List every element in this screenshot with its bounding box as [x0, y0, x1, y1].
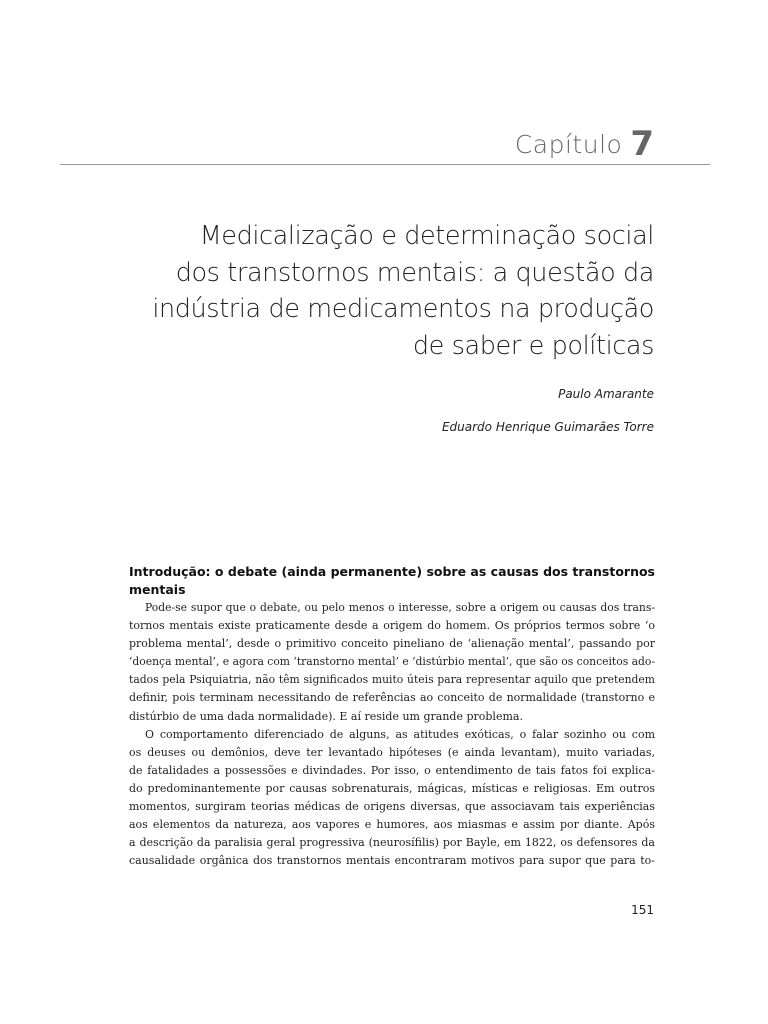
paragraph-line: ‘doença mental’, e agora com ‘transtorno mental’ e ‘distúrbio mental’, que são os conceitos ado-: [129, 655, 655, 669]
title-line: Medicalização e determinação social: [199, 221, 654, 251]
title-line: de saber e políticas: [412, 330, 654, 361]
paragraph-line: do predominantemente por causas sobrenaturais, mágicas, místicas e religiosas. Em outros: [129, 781, 655, 795]
chapter-number: 7: [630, 124, 654, 164]
page-number: 151: [631, 903, 654, 917]
title-line: dos transtornos mentais: a questão da: [175, 257, 654, 288]
paragraph-line: O comportamento diferenciado de alguns, as atitudes exóticas, o falar sozinho ou com: [145, 727, 655, 741]
chapter-word: Capítulo: [514, 130, 623, 159]
paragraph-line: tados pela Psiquiatria, não têm significados muito úteis para representar aquilo que pretendem: [129, 673, 655, 687]
paragraph-line: problema mental’, desde o primitivo conceito pineliano de ‘alienação mental’, passando por: [129, 637, 655, 651]
chapter-label: [515, 124, 654, 164]
chapter-title: [94, 218, 654, 364]
title-line: indústria de medicamentos na produção: [152, 294, 654, 324]
body-text: [129, 599, 655, 870]
paragraph-line: distúrbio de uma dada normalidade). E aí reside um grande problema.: [129, 709, 523, 723]
author-name: Eduardo Henrique Guimarães Torre: [441, 420, 654, 434]
paragraph-line: os deuses ou demônios, deve ter levantado hipóteses (e ainda levantam), muito variadas,: [129, 745, 655, 759]
paragraph-line: causalidade orgânica dos transtornos mentais encontraram motivos para supor que para to-: [129, 854, 655, 868]
paragraph-line: Pode-se supor que o debate, ou pelo menos o interesse, sobre a origem ou causas dos trans-: [145, 601, 655, 614]
paragraph-line: a descrição da paralisia geral progressiva (neurosífilis) por Bayle, em 1822, os defensores da: [129, 836, 655, 850]
paragraph-line: definir, pois terminam necessitando de referências ao conceito de normalidade (transtorno e: [129, 691, 655, 705]
author-name: Paulo Amarante: [558, 387, 654, 401]
paragraph-line: de fatalidades a possessões e divindades. Por isso, o entendimento de tais fatos foi explica-: [129, 763, 655, 777]
paragraph-line: momentos, surgiram teorias médicas de origens diversas, que associavam tais experiências: [129, 800, 655, 814]
paragraph-line: aos elementos da natureza, aos vapores e humores, aos miasmas e assim por diante. Após: [129, 818, 655, 832]
section-heading: Introdução: o debate (ainda permanente) sobre as causas dos transtornos mentais: [129, 564, 655, 597]
paragraph-line: tornos mentais existe praticamente desde a origem do homem. Os próprios termos sobre ‘o: [129, 619, 655, 633]
chapter-divider: [60, 164, 710, 165]
